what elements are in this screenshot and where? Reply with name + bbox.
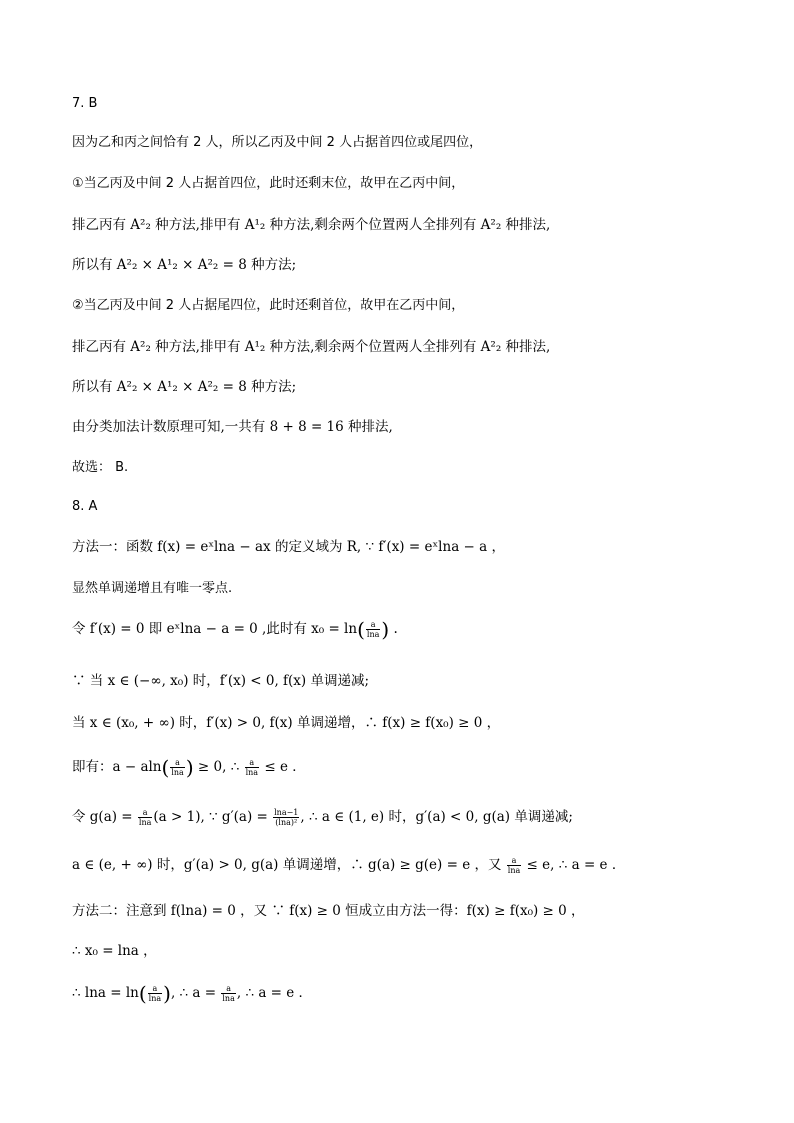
numerator: a <box>507 856 521 866</box>
text-segment: ≥ 0, ∴ <box>193 759 244 775</box>
text-line: 显然单调递增且有唯一零点. <box>72 581 233 596</box>
text-segment: , ∴ a ∈ (1, e) 时，g′(a) < 0, g(a) 单调递减; <box>300 809 573 825</box>
text-line-fraction <box>72 981 774 1006</box>
numerator: a <box>221 984 235 994</box>
text-segment: (a > 1), ∵ g′(a) = <box>153 809 273 825</box>
paren: ) <box>381 617 390 642</box>
paren: ) <box>185 755 194 780</box>
denominator: lna <box>245 768 259 777</box>
denominator: lna <box>148 994 162 1003</box>
text-line: ②当乙丙及中间 2 人占据尾四位，此时还剩首位，故甲在乙丙中间， <box>72 298 465 313</box>
text-segment: ≤ e ． <box>260 759 306 775</box>
text-segment: , ∴ a = <box>170 985 221 1001</box>
text-line-fraction <box>72 617 774 642</box>
paren: ( <box>138 981 147 1006</box>
denominator: lna <box>366 630 380 639</box>
text-line: 方法二：注意到 f(lna) = 0 ，又 ∵ f(x) ≥ 0 恒成立由方法一得：f(x) ≥ f(x₀) ≥ 0 ， <box>72 903 585 919</box>
numerator: a <box>148 984 162 994</box>
text-line: 当 x ∈ (x₀, + ∞) 时，f′(x) > 0, f(x) 单调递增，∴ f(x) ≥ f(x₀) ≥ 0 ， <box>72 715 501 731</box>
fraction <box>273 808 299 827</box>
text-line: ①当乙丙及中间 2 人占据首四位，此时还剩末位，故甲在乙丙中间， <box>72 176 465 191</box>
text-line: 所以有 A²₂ × A¹₂ × A²₂ = 8 种方法; <box>72 379 297 395</box>
text-segment: a ∈ (e, + ∞) 时，g′(a) > 0, g(a) 单调递增，∴ g(a) ≥ g(e) = e ，又 <box>72 857 506 873</box>
text-segment: ∴ lna = ln <box>72 985 139 1001</box>
numerator: a <box>366 620 380 630</box>
denominator: lna <box>138 818 152 827</box>
text-segment: 令 g(a) = <box>72 809 137 825</box>
text-segment: 即有：a − aln <box>72 759 162 775</box>
denominator: lna <box>171 768 184 777</box>
fraction <box>138 808 152 827</box>
text-line: ∴ x₀ = lna ， <box>72 943 157 959</box>
paren: ) <box>163 981 171 1006</box>
text-line: 方法一：函数 f(x) = eˣlna − ax 的定义域为 R, ∵ f′(x) = eˣlna − a ， <box>72 539 505 555</box>
numerator: a <box>245 758 259 768</box>
fraction <box>170 758 184 777</box>
text-line: 所以有 A²₂ × A¹₂ × A²₂ = 8 种方法; <box>72 257 297 273</box>
text-segment: 令 f′(x) = 0 即 eˣlna − a = 0 ,此时有 x₀ = ln <box>72 621 358 637</box>
text-line: 由分类加法计数原理可知,一共有 8 + 8 = 16 种排法, <box>72 419 393 435</box>
text-line: 故选： B. <box>72 460 129 475</box>
question-7-answer: 7. B <box>72 96 98 111</box>
fraction <box>148 984 162 1003</box>
fraction <box>366 620 380 639</box>
paren: ( <box>161 755 170 780</box>
fraction <box>507 856 521 875</box>
text-line-fraction <box>72 808 774 827</box>
fraction <box>245 758 259 777</box>
text-line: 排乙丙有 A²₂ 种方法,排甲有 A¹₂ 种方法,剩余两个位置两人全排列有 A²₂ 种排法, <box>72 339 551 355</box>
denominator: (lna)² <box>275 818 298 827</box>
text-line: ∵ 当 x ∈ (−∞, x₀) 时，f′(x) < 0, f(x) 单调递减; <box>72 673 370 689</box>
paren: ( <box>357 617 365 642</box>
numerator: a <box>138 808 152 818</box>
text-segment: , ∴ a = e ． <box>236 985 313 1001</box>
text-line-fraction <box>72 856 774 875</box>
denominator: lna <box>507 866 521 875</box>
numerator: a <box>170 758 184 768</box>
text-segment: ≤ e, ∴ a = e ． <box>522 857 626 873</box>
fraction <box>221 984 235 1003</box>
text-line: 因为乙和丙之间恰有 2 人，所以乙丙及中间 2 人占据首四位或尾四位， <box>72 135 483 150</box>
text-line-fraction <box>72 755 774 780</box>
question-8-answer: 8. A <box>72 499 98 514</box>
denominator: lna <box>222 994 235 1003</box>
text-line: 排乙丙有 A²₂ 种方法,排甲有 A¹₂ 种方法,剩余两个位置两人全排列有 A²₂ 种排法, <box>72 217 551 233</box>
text-segment: . <box>389 621 398 637</box>
numerator: lna−1 <box>274 808 299 817</box>
